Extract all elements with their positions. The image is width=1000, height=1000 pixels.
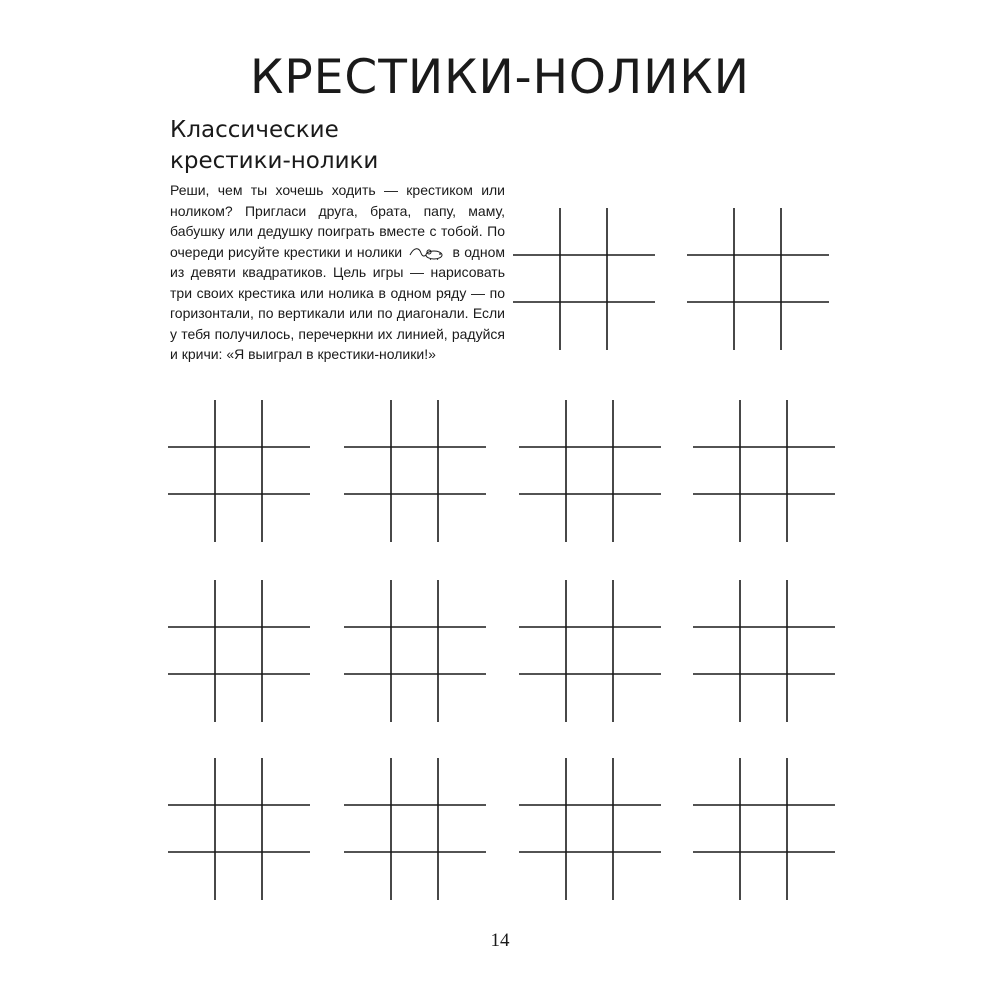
intro-text-part-2: в одном из девяти квадратиков. Цель игры — нарисовать три своих крестика или нолика в одном ряду — по горизонтали, по вертикали или по диагонали. Если у тебя получилось, перечеркни их линией, радуйся и кричи: «Я выиграл в крестики-нолики!» [170, 243, 505, 362]
section-title-line-1: Классические [170, 117, 339, 143]
page-number: 14 [490, 930, 510, 951]
intro-text-part-1: Реши, чем ты хочешь ходить — крестиком или ноликом? Пригласи друга, брата, папу, маму, бабушку или дедушку поиграть вместе с тобой. По очереди рисуйте крестики и нолики [170, 182, 505, 260]
tic-tac-toe-grid[interactable] [168, 400, 310, 542]
tic-tac-toe-grid[interactable] [344, 758, 486, 900]
tic-tac-toe-grid[interactable] [519, 758, 661, 900]
tic-tac-toe-grid[interactable] [693, 758, 835, 900]
tic-tac-toe-grid[interactable] [513, 208, 655, 350]
tic-tac-toe-grid[interactable] [344, 580, 486, 722]
tic-tac-toe-grid[interactable] [344, 400, 486, 542]
tic-tac-toe-grid[interactable] [687, 208, 829, 350]
section-title-line-2: крестики-нолики [170, 148, 379, 174]
tic-tac-toe-grid[interactable] [519, 400, 661, 542]
tic-tac-toe-grid[interactable] [168, 580, 310, 722]
tic-tac-toe-grid[interactable] [519, 580, 661, 722]
tic-tac-toe-grid[interactable] [693, 580, 835, 722]
page-title: КРЕСТИКИ-НОЛИКИ [250, 50, 750, 105]
tic-tac-toe-grid[interactable] [693, 400, 835, 542]
tic-tac-toe-grid[interactable] [168, 758, 310, 900]
